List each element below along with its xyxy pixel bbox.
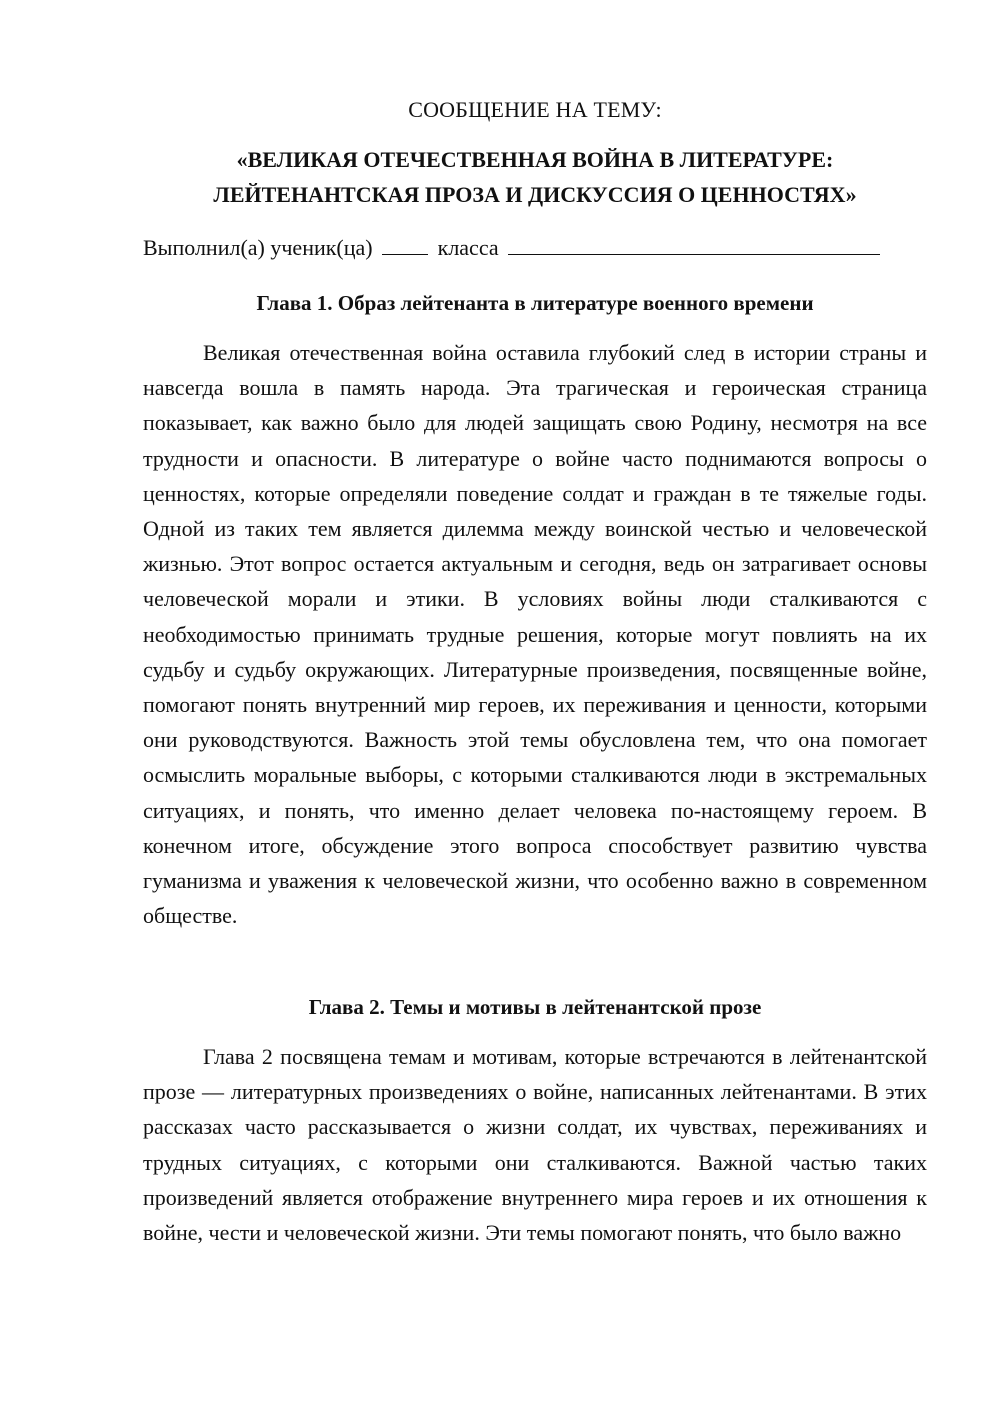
title-line-1: «ВЕЛИКАЯ ОТЕЧЕСТВЕННАЯ ВОЙНА В ЛИТЕРАТУРЕ:	[236, 147, 834, 172]
document-label: СООБЩЕНИЕ НА ТЕМУ:	[408, 97, 662, 122]
author-prefix: Выполнил(а) ученик(ца)	[143, 235, 373, 260]
document-title	[143, 142, 927, 212]
author-line	[143, 232, 933, 263]
name-blank-field	[508, 232, 880, 255]
author-middle: класса	[437, 235, 499, 260]
title-line-2: ЛЕЙТЕНАНТСКАЯ ПРОЗА И ДИСКУССИЯ О ЦЕННОСТЯХ»	[213, 182, 857, 207]
chapter-1-paragraph: Великая отечественная война оставила глубокий след в истории страны и навсегда вошла в память народа. Эта трагическая и героическая страница показывает, как важно было для людей защищать свою Родину, несмотря на все трудности и опасности. В литературе о войне часто поднимаются вопросы о ценностях, которые определяли поведение солдат и граждан в те тяжелые годы. Одной из таких тем является дилемма между воинской честью и человеческой жизнью. Этот вопрос остается актуальным и сегодня, ведь он затрагивает основы человеческой морали и этики. В условиях войны люди сталкиваются с необходимостью принимать трудные решения, которые могут повлиять на их судьбу и судьбу окружающих. Литературные произведения, посвященные войне, помогают понять внутренний мир героев, их переживания и ценности, которыми они руководствуются. Важность этой темы обусловлена тем, что она помогает осмыслить моральные выборы, с которыми сталкиваются люди в экстремальных ситуациях, и понять, что именно делает человека по-настоящему героем. В конечном итоге, обсуждение этого вопроса способствует развитию чувства гуманизма и уважения к человеческой жизни, что особенно важно в современном обществе.	[143, 340, 927, 929]
chapter-2-heading: Глава 2. Темы и мотивы в лейтенантской прозе	[308, 995, 762, 1019]
class-blank-field	[382, 232, 428, 255]
chapter-1-heading: Глава 1. Образ лейтенанта в литературе военного времени	[256, 291, 814, 315]
chapter-2-paragraph: Глава 2 посвящена темам и мотивам, которые встречаются в лейтенантской прозе — литературных произведениях о войне, написанных лейтенантами. В этих рассказах часто рассказывается о жизни солдат, их чувствах, переживаниях и трудных ситуациях, с которыми они сталкиваются. Важной частью таких произведений является отображение внутреннего мира героев и их отношения к войне, чести и человеческой жизни. Эти темы помогают понять, что было важно	[143, 1044, 927, 1246]
